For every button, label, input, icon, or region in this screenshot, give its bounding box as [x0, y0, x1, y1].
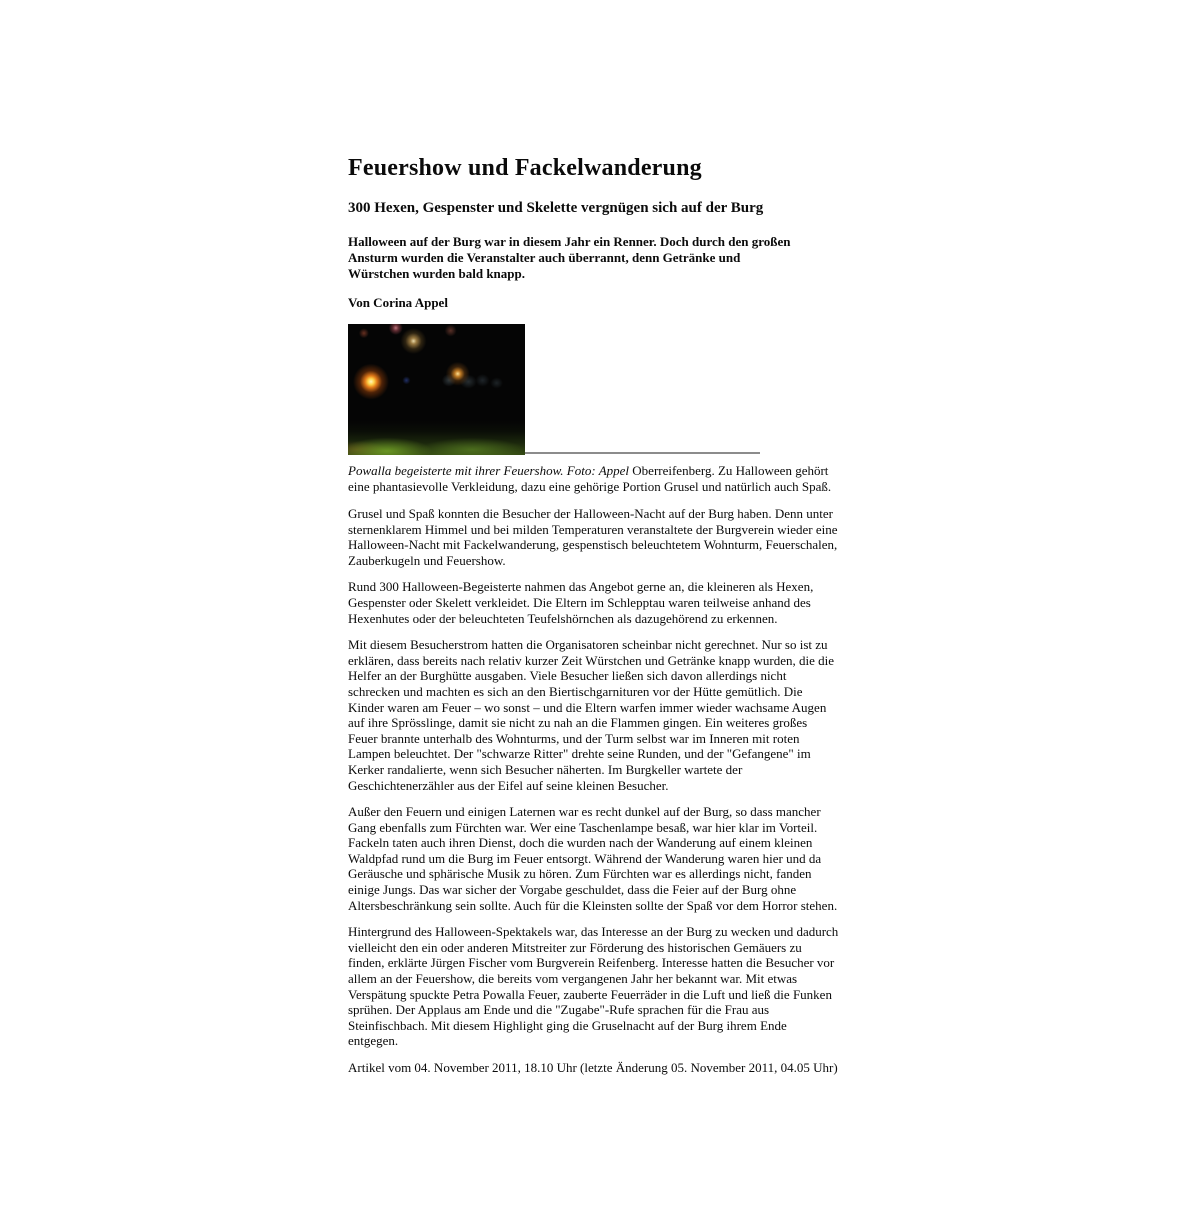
article-title: Feuershow und Fackelwanderung	[348, 155, 702, 181]
article-footer-timestamp: Artikel vom 04. November 2011, 18.10 Uhr (letzte Änderung 05. November 2011, 04.05 Uhr)	[348, 1060, 838, 1075]
photo-divider-line	[525, 452, 760, 454]
article-paragraph-5: Hintergrund des Halloween-Spektakels war, das Interesse an der Burg zu wecken und dadurch vielleicht den ein oder anderen Mitstreiter zur Förderung des historischen Gemäuers zu finden, erklärte Jürgen Fischer vom Burgverein Reifenberg. Interesse hatten die Besucher vor allem an der Feuershow, die bereits vom vergangenen Jahr her bekannt war. Mit etwas Verspätung spuckte Petra Powalla Feuer, zauberte Feuerräder in die Luft und ließ die Funken sprühen. Der Applaus am Ende und die "Zugabe"-Rufe sprachen für die Frau aus Steinfischbach. Mit diesem Highlight ging die Gruselnacht auf der Burg ihrem Ende entgegen.	[348, 924, 839, 1049]
article-paragraph-2: Rund 300 Halloween-Begeisterte nahmen das Angebot gerne an, die kleineren als Hexen, Gespenster oder Skelett verkleidet. Die Eltern im Schlepptau waren teilweise anhand des Hexenhutes oder der beleuchteten Teufelshörnchen als dazugehörend zu erkennen.	[348, 579, 814, 626]
article-paragraph-1: Grusel und Spaß konnten die Besucher der Halloween-Nacht auf der Burg haben. Denn unter sternenklarem Himmel und bei milden Temperaturen veranstaltete der Burgverein wieder eine Halloween-Nacht mit Fackelwanderung, gespenstisch beleuchtetem Wohnturm, Feuerschalen, Zauberkugeln und Feuershow.	[348, 506, 838, 568]
article	[348, 155, 840, 1076]
photo-row	[348, 324, 840, 455]
article-subtitle: 300 Hexen, Gespenster und Skelette vergnügen sich auf der Burg	[348, 200, 764, 216]
article-paragraph-4: Außer den Feuern und einigen Laternen war es recht dunkel auf der Burg, so dass mancher Gang ebenfalls zum Fürchten war. Wer eine Taschenlampe besaß, war hier klar im Vorteil. Fackeln taten auch ihren Dienst, doch die wurden nach der Wanderung auf einem kleinen Waldpfad rund um die Burg im Feuer entsorgt. Während der Wanderung waren hier und da Geräusche und sphärische Musik zu hören. Zum Fürchten war es allerdings nicht, fanden einige Jungs. Das war sicher der Vorgabe geschuldet, dass die Feier auf der Burg ohne Altersbeschränkung sein sollte. Auch für die Kleinsten sollte der Spaß vor dem Horror stehen.	[348, 804, 838, 913]
night-fireshow-photo	[348, 324, 525, 455]
article-paragraph-3: Mit diesem Besucherstrom hatten die Organisatoren scheinbar nicht gerechnet. Nur so ist zu erklären, dass bereits nach relativ kurzer Zeit Würstchen und Getränke knapp wurden, die die Helfer an der Burghütte ausgaben. Viele Besucher ließen sich davon allerdings nicht schrecken und machten es sich an den Biertischgarnituren vor der Hütte gemütlich. Die Kinder waren am Feuer – wo sonst – und die Eltern warfen immer wieder wachsame Augen auf ihre Sprösslinge, damit sie nicht zu nah an die Flammen gingen. Ein weiteres großes Feuer brannte unterhalb des Wohnturms, und der Turm selbst war im Inneren mit roten Lampen beleuchtet. Der "schwarze Ritter" drehte seine Runden, und der "Gefangene" im Kerker randalierte, wenn sich Besucher näherten. Im Burgkeller wartete der Geschichtenerzähler aus der Eifel auf seine kleinen Besucher.	[348, 637, 834, 793]
article-lead: Halloween auf der Burg war in diesem Jahr ein Renner. Doch durch den großen Ansturm wurden die Veranstalter auch überrannt, denn Getränke und Würstchen wurden bald knapp.	[348, 234, 791, 281]
photo-caption-text: Oberreifenberg. Zu Halloween gehört eine phantasievolle Verkleidung, dazu eine gehörige Portion Grusel und natürlich auch Spaß.	[348, 463, 832, 494]
photo-caption-credit: Powalla begeisterte mit ihrer Feuershow. Foto: Appel	[348, 463, 630, 478]
article-byline: Von Corina Appel	[348, 295, 448, 310]
photo-caption	[348, 463, 840, 495]
